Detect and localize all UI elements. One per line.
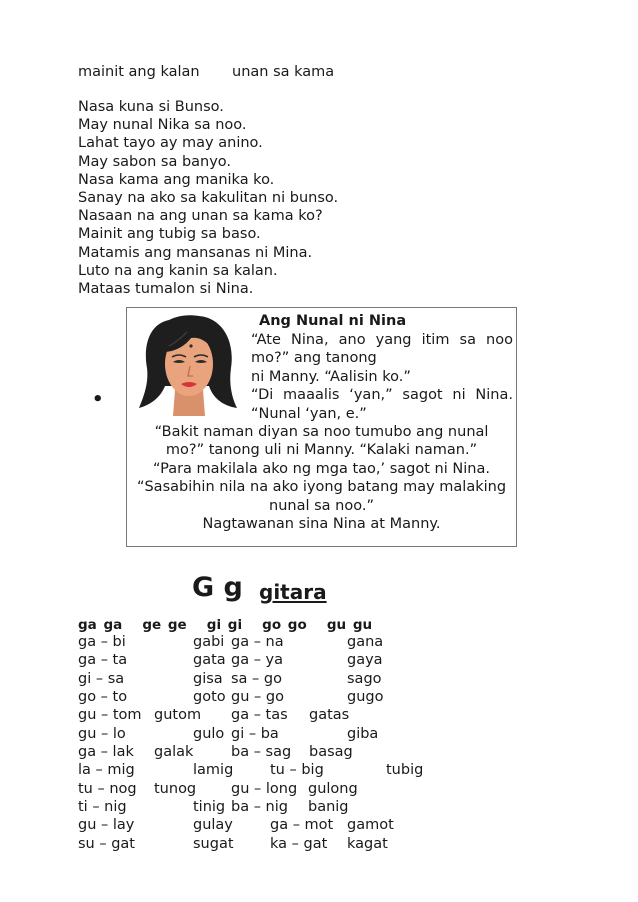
syllable-cell: ga – na (231, 634, 284, 650)
word-cell: gulong (308, 780, 358, 797)
syllable-cell: ga – ta (78, 652, 128, 669)
syllable-cell: ti – nig (78, 799, 127, 816)
syllable-cell: gu – lo (78, 725, 126, 742)
sentence-line: Nasa kama ang manika ko. (78, 171, 275, 188)
word-cell: sugat (193, 835, 234, 852)
story-line: mo?” ang tanong (251, 350, 377, 367)
story-side-text (251, 331, 513, 423)
syllable-cell: tu – nog (78, 780, 137, 797)
story-line: “Di maaalis ‘yan,” sagot ni Nina. (251, 387, 513, 404)
story-line: “Para makilala ako ng mga tao,’ sagot ni Nina. (153, 460, 490, 477)
syllable-cell: ga – bi (78, 634, 126, 650)
story-line: “Nunal ‘yan, e.” (251, 405, 367, 422)
phrase-left: mainit ang kalan (78, 64, 200, 80)
word-cell: gamot (347, 817, 394, 834)
sentence-line: Nasa kuna si Bunso. (78, 99, 224, 115)
top-phrase-pair (78, 64, 378, 82)
word-cell: tubig (386, 762, 424, 779)
bullet-point: • (92, 389, 104, 410)
word-cell: goto (193, 689, 226, 706)
word-cell: giba (347, 725, 379, 742)
syllable-cell: gu – long (231, 780, 298, 797)
sentence-line: May sabon sa banyo. (78, 153, 232, 170)
syllable-cell: tu – big (270, 762, 324, 779)
syllable-cell: gu – lay (78, 817, 135, 834)
word-cell: gulay (193, 817, 233, 834)
syllable-row: ga ga ge ge gi gi go go gu gu (78, 617, 373, 633)
word-cell: basag (309, 744, 353, 761)
word-cell: tinig (193, 799, 226, 816)
word-cell: gisa (193, 670, 223, 687)
story-line: nunal sa noo.” (269, 497, 374, 514)
word-cell: gatas (309, 707, 350, 724)
word-cell: banig (308, 799, 349, 816)
story-line: “Sasabihin nila na ako iyong batang may malaking (136, 479, 507, 496)
story-line: Nagtawanan sina Nina at Manny. (202, 516, 441, 533)
story-center-text (131, 423, 512, 533)
syllable-cell: gi – ba (231, 725, 279, 742)
letter-heading-word: gitara (259, 580, 327, 604)
word-cell: gata (193, 652, 226, 669)
syllable-cell: ka – gat (270, 835, 328, 852)
sentence-line: Lahat tayo ay may anino. (78, 135, 263, 152)
phrase-right: unan sa kama (232, 64, 335, 80)
syllable-cell: ba – sag (231, 744, 292, 761)
word-cell: lamig (193, 762, 234, 779)
sentence-line: Nasaan na ang unan sa kama ko? (78, 208, 323, 225)
syllable-cell: gi – sa (78, 670, 125, 687)
story-line: “Ate Nina, ano yang itim sa noo (251, 332, 513, 348)
sentence-line: May nunal Nika sa noo. (78, 117, 247, 134)
sentence-line: Sanay na ako sa kakulitan ni bunso. (78, 190, 339, 207)
syllable-cell: la – mig (78, 762, 135, 779)
sentence-list (78, 98, 338, 298)
syllable-cell: gu – tom (78, 707, 142, 724)
story-line: mo?” tanong uli ni Manny. “Kalaki naman.” (165, 442, 478, 459)
word-cell: gana (347, 634, 384, 650)
word-cell: gugo (347, 689, 384, 706)
sentence-line: Matamis ang mansanas ni Mina. (78, 244, 313, 261)
sentence-line: Mainit ang tubig sa baso. (78, 226, 261, 243)
story-title: Ang Nunal ni Nina (259, 313, 407, 329)
sentence-line: Mataas tumalon si Nina. (78, 281, 254, 298)
letter-heading: G g (192, 572, 243, 603)
story-box (126, 307, 517, 547)
word-cell: kagat (347, 835, 388, 852)
syllable-cell: go – to (78, 689, 128, 706)
word-cell: galak (154, 744, 194, 761)
syllable-cell: ba – nig (231, 799, 288, 816)
word-cell: tunog (154, 780, 197, 797)
story-line: “Bakit naman diyan sa noo tumubo ang nunal (154, 424, 489, 440)
story-line: ni Manny. “Aalisin ko.” (251, 368, 411, 385)
word-cell: gabi (193, 634, 225, 650)
syllable-cell: ga – tas (231, 707, 288, 724)
word-cell: gaya (347, 652, 383, 669)
word-cell: gutom (154, 707, 202, 724)
syllable-cell: sa – go (231, 670, 282, 687)
word-cell: gulo (193, 725, 225, 742)
syllable-cell: gu – go (231, 689, 284, 706)
sentence-line: Luto na ang kanin sa kalan. (78, 262, 278, 279)
word-cell: sago (347, 670, 382, 687)
syllable-cell: ga – lak (78, 744, 134, 761)
syllable-cell: ga – ya (231, 652, 284, 669)
syllable-cell: su – gat (78, 835, 135, 852)
girl-face-illustration (139, 312, 237, 416)
syllable-cell: ga – mot (270, 817, 334, 834)
